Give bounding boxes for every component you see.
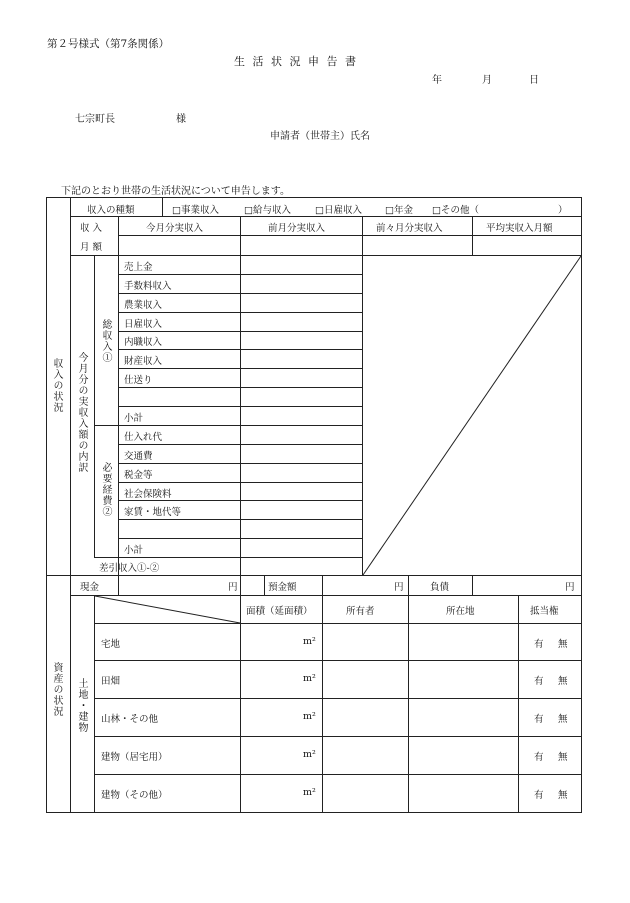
mortgage-yes-option[interactable]: 有 — [534, 639, 544, 650]
monthly-income-label-line1: 収 入 — [80, 223, 103, 234]
applicant-label[interactable]: 申請者（世帯主）氏名 — [270, 131, 370, 142]
column-this-month: 今月分実収入 — [146, 223, 204, 234]
intro-text: 下記のとおり世帯の生活状況について申告します。 — [61, 186, 290, 197]
area-unit: m² — [303, 749, 316, 760]
area-unit: m² — [303, 673, 316, 684]
mortgage-no-option[interactable]: 無 — [558, 639, 568, 650]
addressee-honorific: 様 — [176, 114, 186, 125]
row-expense-subtotal: 小計 — [124, 545, 144, 556]
debt-label: 負債 — [430, 582, 450, 593]
mortgage-no-option[interactable]: 無 — [558, 714, 568, 725]
row-remittance: 仕送り — [124, 375, 153, 386]
income-section-label: 収入の状況 — [51, 358, 62, 413]
form-number: 第２号様式（第7条関係） — [47, 38, 170, 50]
area-unit: m² — [303, 711, 316, 722]
checkbox-business-income[interactable]: □事業収入 — [172, 205, 219, 216]
column-owner: 所有者 — [346, 606, 375, 617]
necessary-expenses-label: 必要経費② — [100, 462, 111, 517]
deposit-yen: 円 — [394, 582, 404, 593]
area-unit: m² — [303, 787, 316, 798]
asset-row-building-other: 建物（その他） — [101, 790, 168, 801]
deposit-label: 預金額 — [268, 582, 297, 593]
checkbox-pension[interactable]: □年金 — [385, 205, 413, 216]
column-average-monthly: 平均実収入月額 — [486, 223, 553, 234]
row-social-insurance: 社会保険料 — [124, 489, 172, 500]
row-agricultural-income: 農業収入 — [124, 300, 163, 311]
other-close-paren: ） — [558, 205, 568, 216]
asset-row-building-residential: 建物（居宅用） — [101, 752, 168, 763]
row-transportation: 交通費 — [124, 451, 153, 462]
row-purchase-cost: 仕入れ代 — [124, 432, 163, 443]
cash-label: 現金 — [80, 582, 100, 593]
asset-row-forest-other: 山林・その他 — [101, 714, 159, 725]
mortgage-no-option[interactable]: 無 — [558, 752, 568, 763]
date-year[interactable]: 年 — [432, 75, 442, 86]
asset-row-farmland: 田畑 — [101, 676, 121, 687]
date-day[interactable]: 日 — [529, 75, 539, 86]
row-daily-wage-income: 日雇収入 — [124, 319, 163, 330]
header-diagonal — [95, 596, 240, 623]
checkbox-other[interactable]: □その他（ — [432, 205, 479, 216]
breakdown-label: 今月分の実収入額の内訳 — [76, 352, 87, 473]
row-home-work-income: 内職収入 — [124, 337, 163, 348]
page-title: 生 活 状 況 申 告 書 — [234, 55, 358, 68]
mortgage-yes-option[interactable]: 有 — [534, 752, 544, 763]
column-mortgage: 抵当権 — [530, 606, 559, 617]
checkbox-daily-wage-income[interactable]: □日雇収入 — [315, 205, 362, 216]
row-commission-income: 手数料収入 — [124, 281, 172, 292]
mortgage-yes-option[interactable]: 有 — [534, 790, 544, 801]
blank-diagonal — [363, 256, 581, 575]
column-location: 所在地 — [446, 606, 475, 617]
column-last-month: 前月分実収入 — [268, 223, 326, 234]
row-taxes: 税金等 — [124, 470, 153, 481]
date-month[interactable]: 月 — [482, 75, 492, 86]
asset-section-label: 資産の状況 — [51, 662, 62, 717]
income-type-label: 収入の種類 — [87, 205, 135, 216]
row-net-income: 差引収入①-② — [99, 563, 160, 574]
column-two-months-ago: 前々月分実収入 — [376, 223, 443, 234]
row-sales: 売上金 — [124, 262, 153, 273]
row-property-income: 財産収入 — [124, 356, 163, 367]
cash-yen: 円 — [228, 582, 238, 593]
row-rent: 家賃・地代等 — [124, 507, 182, 518]
addressee: 七宗町長 — [75, 114, 115, 125]
gross-income-label: 総収入① — [100, 319, 111, 363]
asset-row-residential-land: 宅地 — [101, 639, 121, 650]
row-gross-subtotal: 小計 — [124, 413, 144, 424]
monthly-income-label-line2: 月 額 — [80, 242, 103, 253]
land-building-label: 土地・建物 — [76, 678, 87, 733]
mortgage-yes-option[interactable]: 有 — [534, 676, 544, 687]
mortgage-yes-option[interactable]: 有 — [534, 714, 544, 725]
mortgage-no-option[interactable]: 無 — [558, 790, 568, 801]
checkbox-salary-income[interactable]: □給与収入 — [244, 205, 291, 216]
debt-yen: 円 — [565, 582, 575, 593]
column-area: 面積（延面積） — [246, 606, 313, 617]
mortgage-no-option[interactable]: 無 — [558, 676, 568, 687]
area-unit: m² — [303, 636, 316, 647]
